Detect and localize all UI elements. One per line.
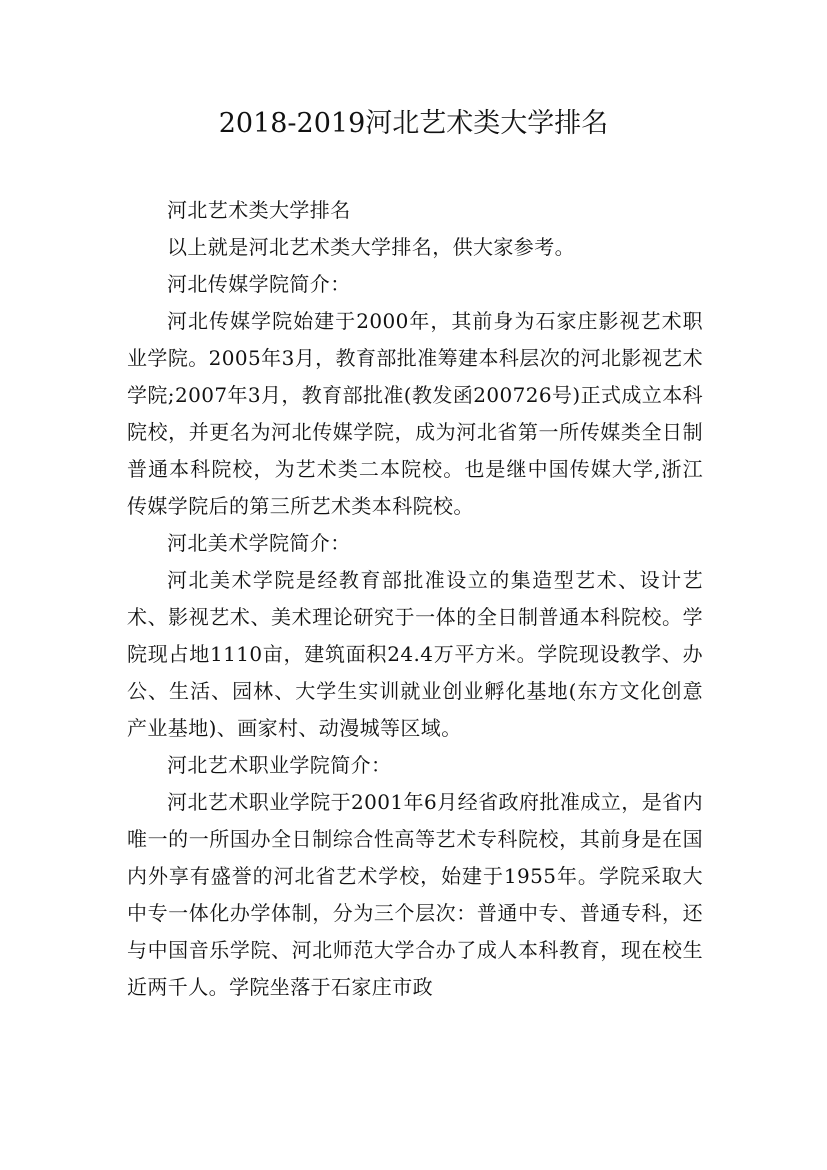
paragraph-heading-ranking: 河北艺术类大学排名 — [167, 198, 351, 222]
paragraph-heading-hebei-vocational-arts: 河北艺术职业学院简介： — [167, 753, 392, 777]
paragraph-hebei-media: 河北传媒学院始建于2000年，其前身为石家庄影视艺术职业学院。2005年3月，教育部批准筹建本科层次的河北影视艺术学院;2007年3月，教育部批准(教发函200726号)正式成立本科院校，并更名为河北传媒学院，成为河北省第一所传媒类全日制普通本科院校，为艺术类二本院校。也是继中国传媒大学,浙江传媒学院后的第三所艺术类本科院校。 — [127, 309, 703, 518]
paragraph-heading-hebei-fine-arts: 河北美术学院简介： — [167, 531, 351, 555]
paragraph-hebei-fine-arts: 河北美术学院是经教育部批准设立的集造型艺术、设计艺术、影视艺术、美术理论研究于一体的全日制普通本科院校。学院现占地1110亩，建筑面积24.4万平方米。学院现设教学、办公、生活、园林、大学生实训就业创业孵化基地(东方文化创意产业基地)、画家村、动漫城等区域。 — [127, 568, 703, 740]
document-body — [127, 192, 703, 1006]
paragraph-hebei-vocational-arts: 河北艺术职业学院于2001年6月经省政府批准成立，是省内唯一的一所国办全日制综合性高等艺术专科院校，其前身是在国内外享有盛誉的河北省艺术学校，始建于1955年。学院采取大中专一体化办学体制，分为三个层次：普通中专、普通专科，还与中国音乐学院、河北师范大学合办了成人本科教育，现在校生近两千人。学院坐落于石家庄市政 — [127, 790, 703, 999]
paragraph-heading-hebei-media: 河北传媒学院简介： — [167, 272, 351, 296]
paragraph-intro: 以上就是河北艺术类大学排名，供大家参考。 — [167, 235, 575, 259]
document-title: 2018-2019河北艺术类大学排名 — [218, 108, 609, 139]
